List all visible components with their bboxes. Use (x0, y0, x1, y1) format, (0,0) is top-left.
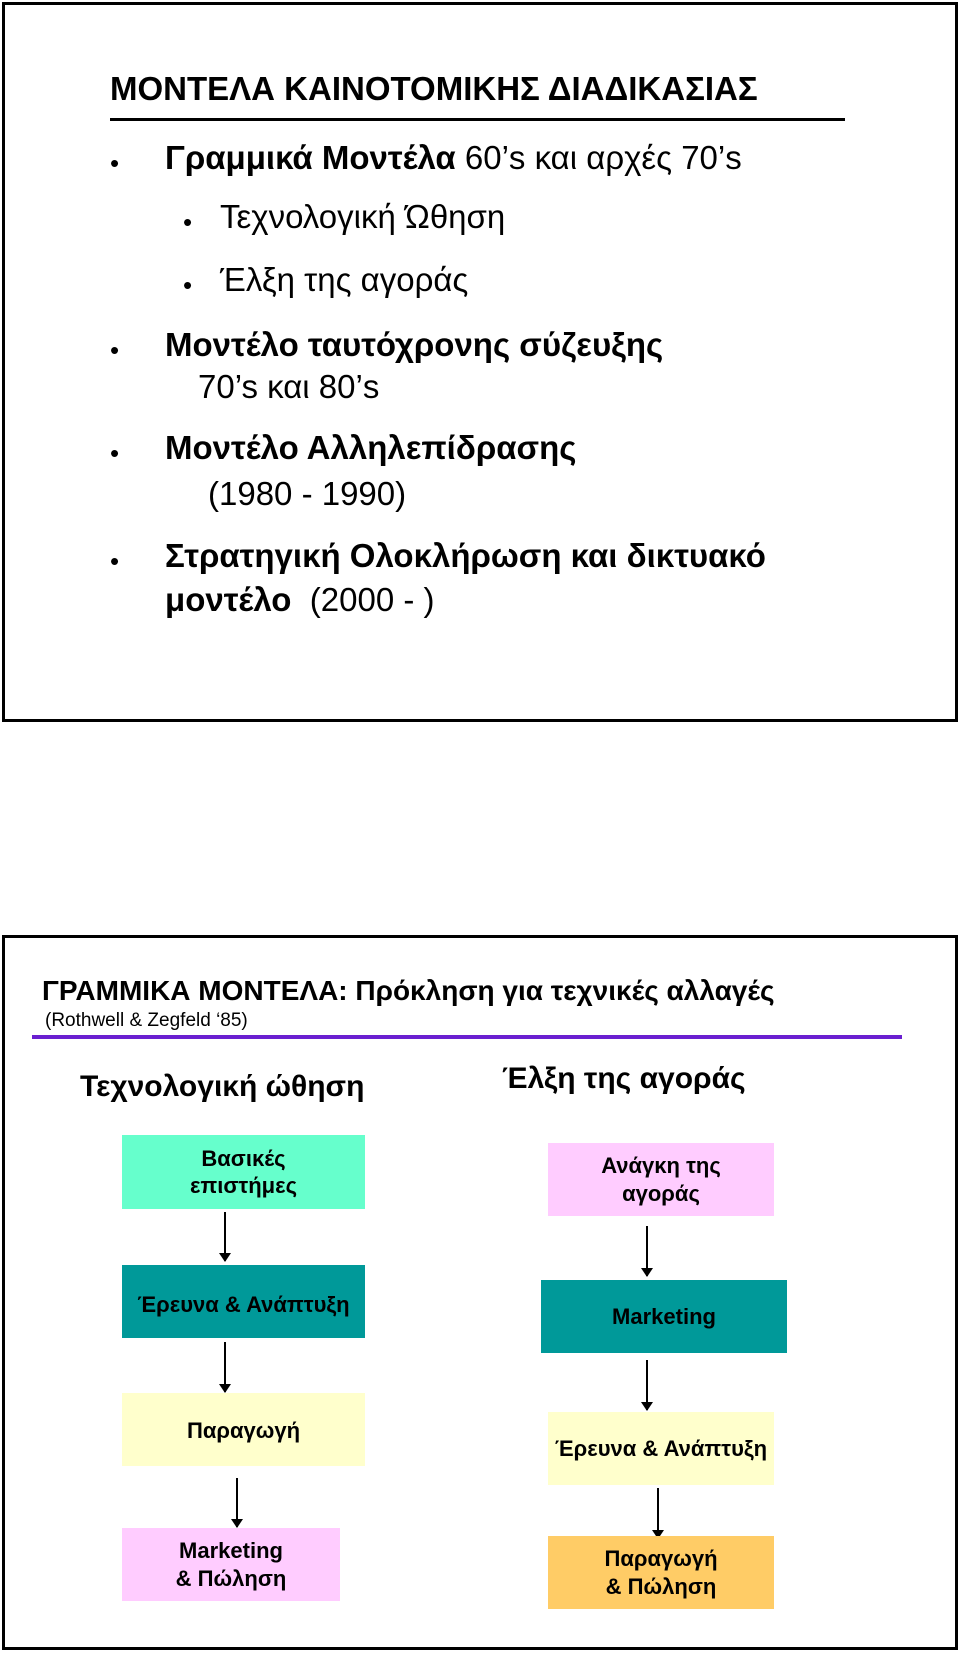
box-line: Παραγωγή (604, 1546, 718, 1571)
slide2-title: ΓΡΑΜΜΙΚΑ ΜΟΝΤΕΛΑ: Πρόκληση για τεχνικές αλλαγές (42, 975, 775, 1006)
box-line: Marketing (179, 1538, 283, 1563)
box-line: & Πώληση (605, 1573, 717, 1599)
flow-box-marketing-sales (122, 1528, 340, 1601)
bullet-strategic-integration: Στρατηγική Ολοκλήρωση και δικτυακό (165, 537, 766, 574)
sub-bullet-icon: • (183, 207, 193, 237)
flow-box-market-need (548, 1143, 774, 1216)
bullet-coupling-model: Μοντέλο ταυτόχρονης σύζευξης (165, 326, 664, 363)
bullet-icon: • (110, 148, 120, 178)
bullet-interaction-model: Μοντέλο Αλληλεπίδρασης (165, 429, 577, 466)
sub-bullet-icon: • (183, 270, 193, 300)
flow-box-marketing (541, 1280, 787, 1353)
box-line: Marketing (612, 1303, 716, 1329)
bullet-bold-text: μοντέλο (165, 581, 292, 618)
bullet-icon: • (110, 438, 120, 468)
flow-arrow (224, 1212, 226, 1261)
title-underline (32, 1035, 902, 1039)
box-line: Ανάγκη της (601, 1153, 721, 1178)
bullet-coupling-period: 70’s και 80’s (198, 368, 380, 405)
box-line: αγοράς (622, 1180, 700, 1206)
bullet-rest-text: 60’s και αρχές 70’s (455, 139, 742, 176)
bullet-bold-text: Γραμμικά Μοντέλα (165, 139, 456, 176)
flow-arrow (646, 1226, 648, 1276)
bullet-icon: • (110, 546, 120, 576)
column-heading-tech-push: Τεχνολογική ώθηση (80, 1070, 365, 1103)
flow-box-production-sales (548, 1536, 774, 1609)
box-line: Έρευνα & Ανάπτυξη (554, 1435, 768, 1461)
box-line: Έρευνα & Ανάπτυξη (137, 1292, 350, 1317)
bullet-icon: • (110, 335, 120, 365)
box-line: & Πώληση (175, 1565, 287, 1591)
flow-arrow (657, 1488, 659, 1538)
bullet-linear-models (165, 141, 742, 174)
box-line: Βασικές (201, 1145, 286, 1171)
box-line: επιστήμες (189, 1173, 298, 1198)
sub-bullet-tech-push: Τεχνολογική Ώθηση (220, 198, 506, 235)
flow-arrow (224, 1342, 226, 1392)
flow-box-production (122, 1393, 365, 1466)
column-heading-market-pull: Έλξη της αγοράς (502, 1062, 746, 1095)
slide1-title: ΜΟΝΤΕΛΑ ΚΑΙΝΟΤΟΜΙΚΗΣ ΔΙΑΔΙΚΑΣΙΑΣ (110, 70, 758, 107)
flow-arrow (236, 1478, 238, 1527)
bullet-interaction-period: (1980 - 1990) (208, 475, 407, 512)
flow-box-basic-science (122, 1135, 365, 1209)
slide2-subtitle: (Rothwell & Zegfeld ‘85) (45, 1010, 248, 1031)
flow-arrow (646, 1360, 648, 1410)
flow-box-rnd (122, 1265, 365, 1338)
flow-box-rnd-right (548, 1412, 774, 1485)
title-underline (110, 118, 845, 121)
sub-bullet-market-pull: Έλξη της αγοράς (220, 261, 469, 298)
bullet-network-model (165, 583, 435, 616)
box-line: Παραγωγή (186, 1418, 301, 1443)
bullet-period-text: (2000 - ) (291, 581, 435, 618)
